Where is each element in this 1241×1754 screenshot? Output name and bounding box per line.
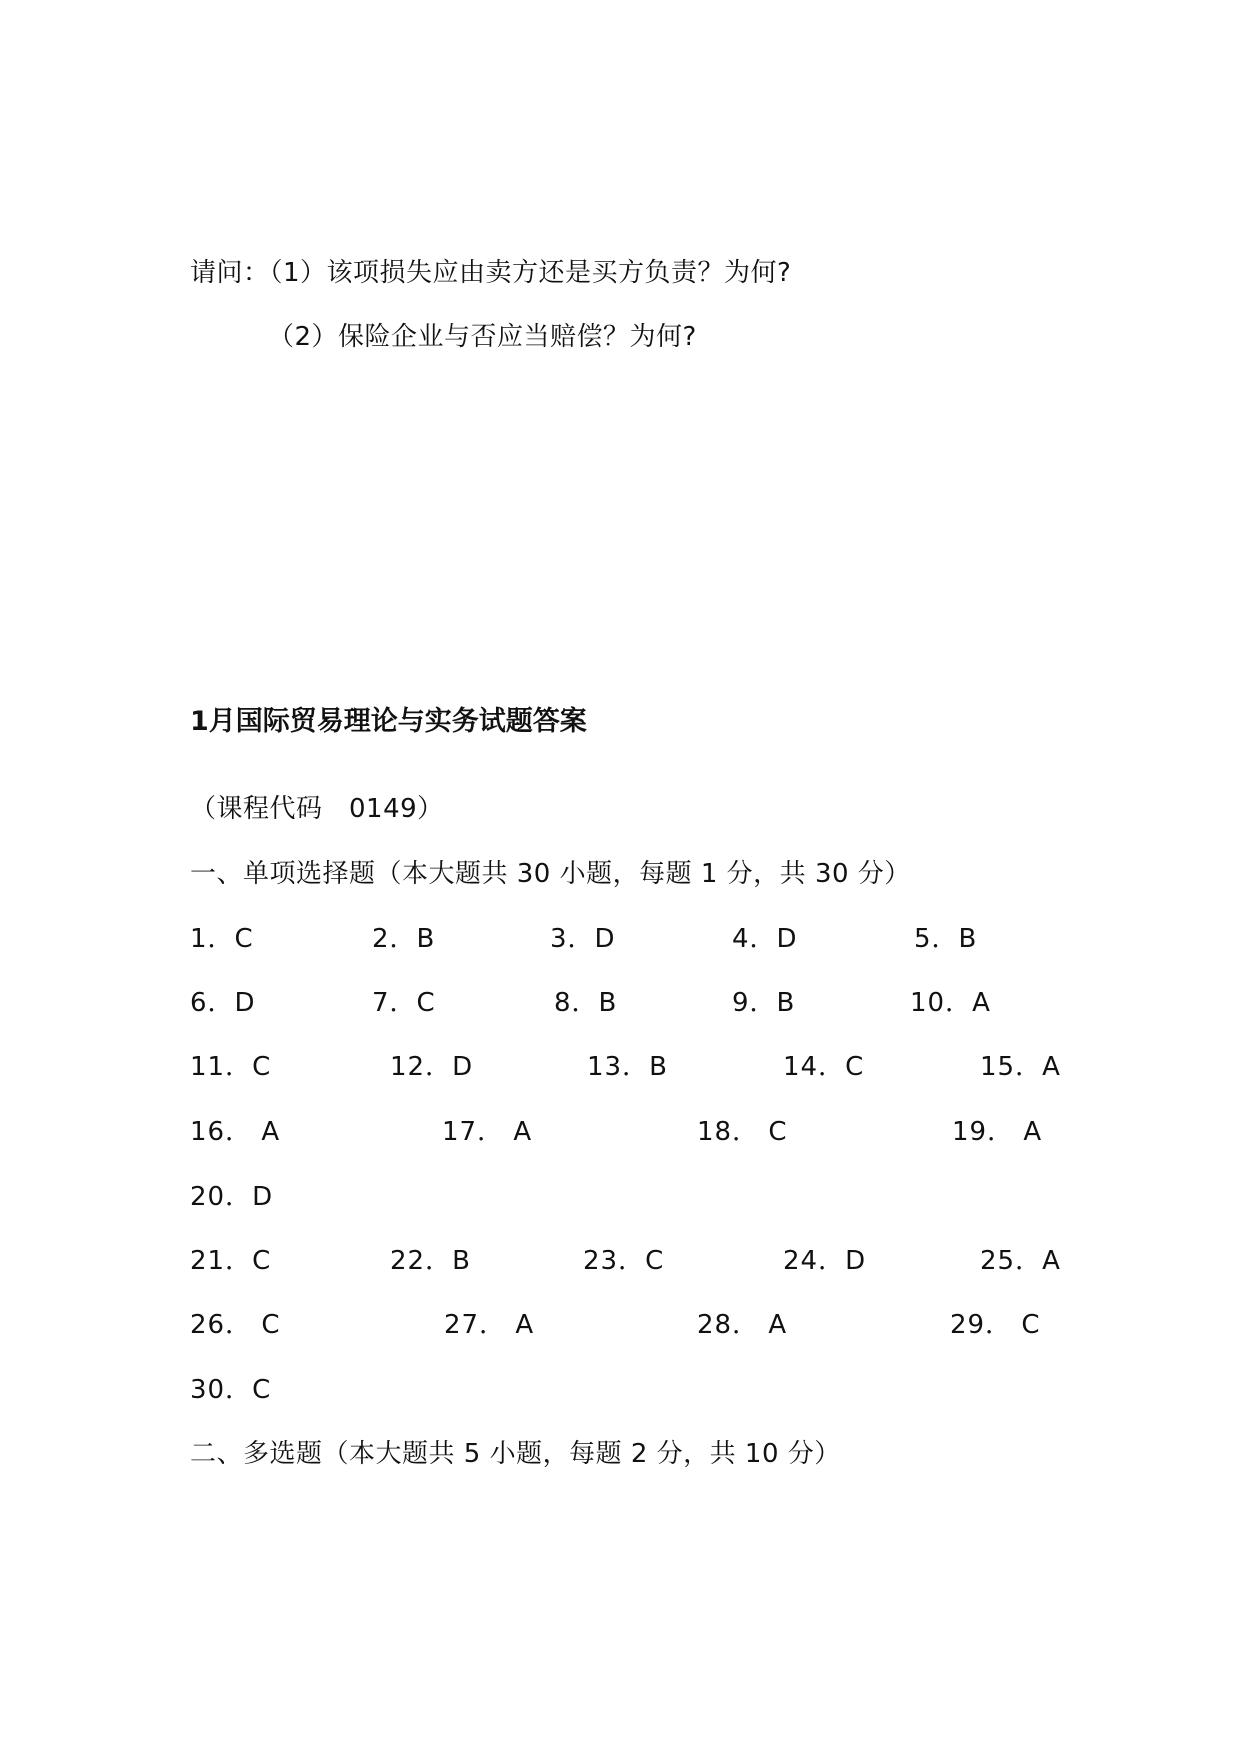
question-2-text: （2）保险企业与否应当赔偿？为何? (268, 322, 697, 352)
answer-item: 30．C (190, 1375, 272, 1405)
answer-item: 13．B (587, 1052, 668, 1082)
question-1-text: 请问：（1）该项损失应由卖方还是买方负责？为何? (190, 258, 792, 288)
answer-item: 19． A (952, 1117, 1043, 1147)
answer-item: 7．C (372, 988, 436, 1018)
answer-item: 10．A (910, 988, 991, 1018)
section-1-heading: 一、单项选择题（本大题共 30 小题，每题 1 分，共 30 分） (190, 859, 911, 889)
answer-item: 23．C (583, 1246, 665, 1276)
answer-item: 16． A (190, 1117, 281, 1147)
answer-item: 22．B (390, 1246, 471, 1276)
answer-item: 11．C (190, 1052, 272, 1082)
answer-item: 9．B (732, 988, 796, 1018)
answer-item: 29． C (950, 1310, 1041, 1340)
answer-item: 28． A (697, 1310, 788, 1340)
answer-item: 4．D (732, 924, 798, 954)
answer-sheet-title: 1月国际贸易理论与实务试题答案 (190, 706, 587, 737)
answer-item: 12．D (390, 1052, 474, 1082)
answer-item: 8．B (554, 988, 618, 1018)
answer-item: 6．D (190, 988, 256, 1018)
course-code: （课程代码 0149） (190, 794, 444, 824)
answer-item: 2．B (372, 924, 436, 954)
answer-item: 5．B (914, 924, 978, 954)
answer-item: 1．C (190, 924, 254, 954)
answer-item: 26． C (190, 1310, 281, 1340)
answer-item: 21．C (190, 1246, 272, 1276)
answer-item: 14．C (783, 1052, 865, 1082)
answer-item: 25．A (980, 1246, 1061, 1276)
section-2-heading: 二、多选题（本大题共 5 小题，每题 2 分，共 10 分） (190, 1439, 841, 1469)
answer-item: 17． A (442, 1117, 533, 1147)
answer-item: 20．D (190, 1182, 274, 1212)
answer-item: 27． A (444, 1310, 535, 1340)
answer-item: 15．A (980, 1052, 1061, 1082)
answer-item: 24．D (783, 1246, 867, 1276)
answer-item: 3．D (550, 924, 616, 954)
answer-item: 18． C (697, 1117, 788, 1147)
